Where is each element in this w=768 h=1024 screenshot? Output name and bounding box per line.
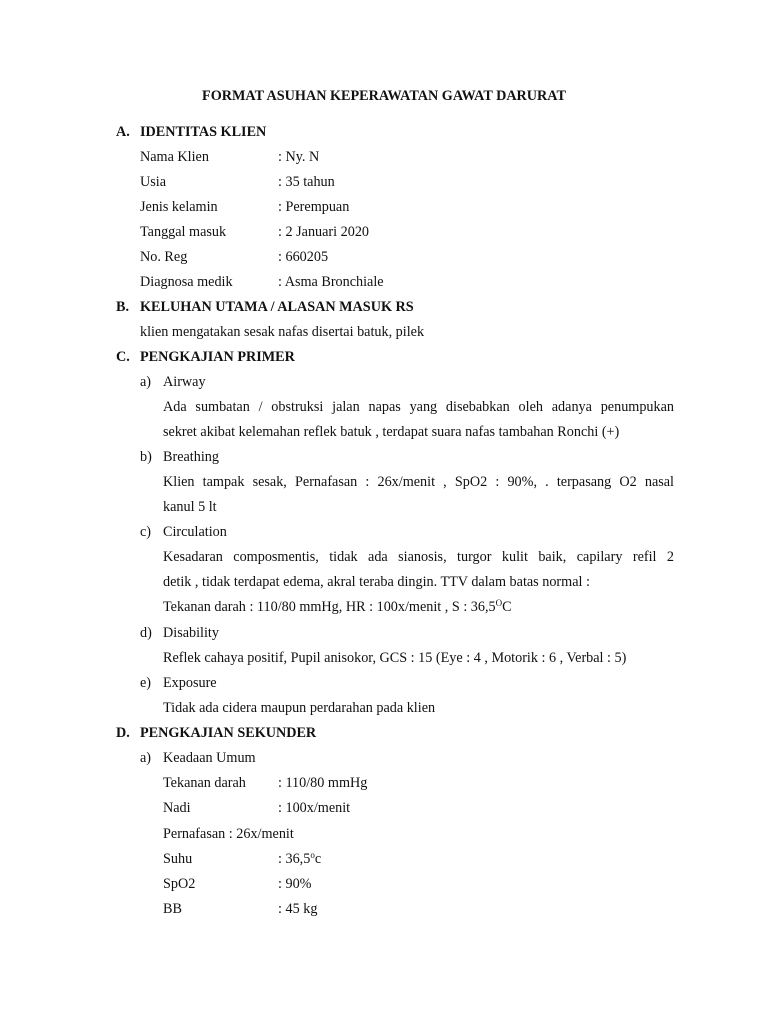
vital-pernafasan: Pernafasan : 26x/menit: [163, 826, 294, 842]
vital-value-nadi: : 100x/menit: [278, 800, 351, 816]
vital-value-bb: : 45 kg: [278, 901, 318, 917]
section-b-text: klien mengatakan sesak nafas disertai batuk, pilek: [140, 324, 425, 340]
vital-label-tekanan-darah: Tekanan darah: [163, 775, 246, 791]
vital-label-nadi: Nadi: [163, 800, 191, 816]
section-b-letter: B.: [116, 299, 130, 315]
identity-value-jenis-kelamin: : Perempuan: [278, 199, 350, 215]
breathing-title: Breathing: [163, 449, 219, 465]
circulation-text-line-3: [163, 599, 512, 615]
disability-letter: d): [140, 625, 152, 641]
circulation-text-line-2: detik , tidak terdapat edema, akral teraba dingin. TTV dalam batas normal :: [163, 574, 590, 590]
section-a-heading: IDENTITAS KLIEN: [140, 124, 267, 140]
keadaan-umum-title: Keadaan Umum: [163, 750, 256, 766]
vital-label-bb: BB: [163, 901, 182, 917]
airway-text-line-2: sekret akibat kelemahan reflek batuk , terdapat suara nafas tambahan Ronchi (+): [163, 424, 620, 440]
suhu-degree-superscript: o: [310, 850, 315, 860]
identity-label-usia: Usia: [140, 174, 167, 190]
vital-value-tekanan-darah: : 110/80 mmHg: [278, 775, 368, 791]
degree-superscript: O: [495, 598, 503, 608]
section-d-letter: D.: [116, 725, 130, 741]
identity-label-tanggal-masuk: Tanggal masuk: [140, 224, 227, 240]
breathing-text-line-2: kanul 5 lt: [163, 499, 217, 515]
suhu-number: : 36,5: [278, 851, 311, 867]
section-c-letter: C.: [116, 349, 130, 365]
section-a-letter: A.: [116, 124, 130, 140]
airway-title: Airway: [163, 374, 206, 390]
section-b-heading: KELUHAN UTAMA / ALASAN MASUK RS: [140, 299, 414, 315]
identity-label-diagnosa: Diagnosa medik: [140, 274, 233, 290]
identity-label-nama: Nama Klien: [140, 149, 209, 165]
document-title: FORMAT ASUHAN KEPERAWATAN GAWAT DARURAT: [202, 88, 566, 104]
exposure-title: Exposure: [163, 675, 217, 691]
circulation-vitals-text: Tekanan darah : 110/80 mmHg, HR : 100x/menit , S : 36,5: [163, 599, 496, 615]
airway-text-line-1: Ada sumbatan / obstruksi jalan napas yang disebabkan oleh adanya penumpukan: [163, 399, 674, 415]
vital-label-spo2: SpO2: [163, 876, 196, 892]
circulation-letter: c): [140, 524, 152, 540]
identity-value-usia: : 35 tahun: [278, 174, 335, 190]
vital-label-suhu: Suhu: [163, 851, 193, 867]
exposure-letter: e): [140, 675, 152, 691]
identity-value-tanggal-masuk: : 2 Januari 2020: [278, 224, 370, 240]
exposure-text-line-1: Tidak ada cidera maupun perdarahan pada klien: [163, 700, 436, 716]
identity-value-nama: : Ny. N: [278, 149, 320, 165]
section-c-heading: PENGKAJIAN PRIMER: [140, 349, 295, 365]
airway-letter: a): [140, 374, 152, 390]
circulation-title: Circulation: [163, 524, 227, 540]
celsius-unit: C: [502, 599, 512, 615]
disability-text-line-1: Reflek cahaya positif, Pupil anisokor, GCS : 15 (Eye : 4 , Motorik : 6 , Verbal : 5): [163, 650, 627, 666]
disability-title: Disability: [163, 625, 219, 641]
vital-value-suhu: [278, 851, 321, 867]
keadaan-umum-letter: a): [140, 750, 152, 766]
breathing-text-line-1: Klien tampak sesak, Pernafasan : 26x/menit , SpO2 : 90%, . terpasang O2 nasal: [163, 474, 674, 490]
identity-label-no-reg: No. Reg: [140, 249, 188, 265]
identity-value-diagnosa: : Asma Bronchiale: [278, 274, 384, 290]
identity-value-no-reg: : 660205: [278, 249, 329, 265]
circulation-text-line-1: Kesadaran composmentis, tidak ada sianosis, turgor kulit baik, capilary refil 2: [163, 549, 674, 565]
identity-label-jenis-kelamin: Jenis kelamin: [140, 199, 218, 215]
section-d-heading: PENGKAJIAN SEKUNDER: [140, 725, 317, 741]
breathing-letter: b): [140, 449, 152, 465]
vital-value-spo2: : 90%: [278, 876, 312, 892]
suhu-unit: c: [314, 851, 322, 867]
